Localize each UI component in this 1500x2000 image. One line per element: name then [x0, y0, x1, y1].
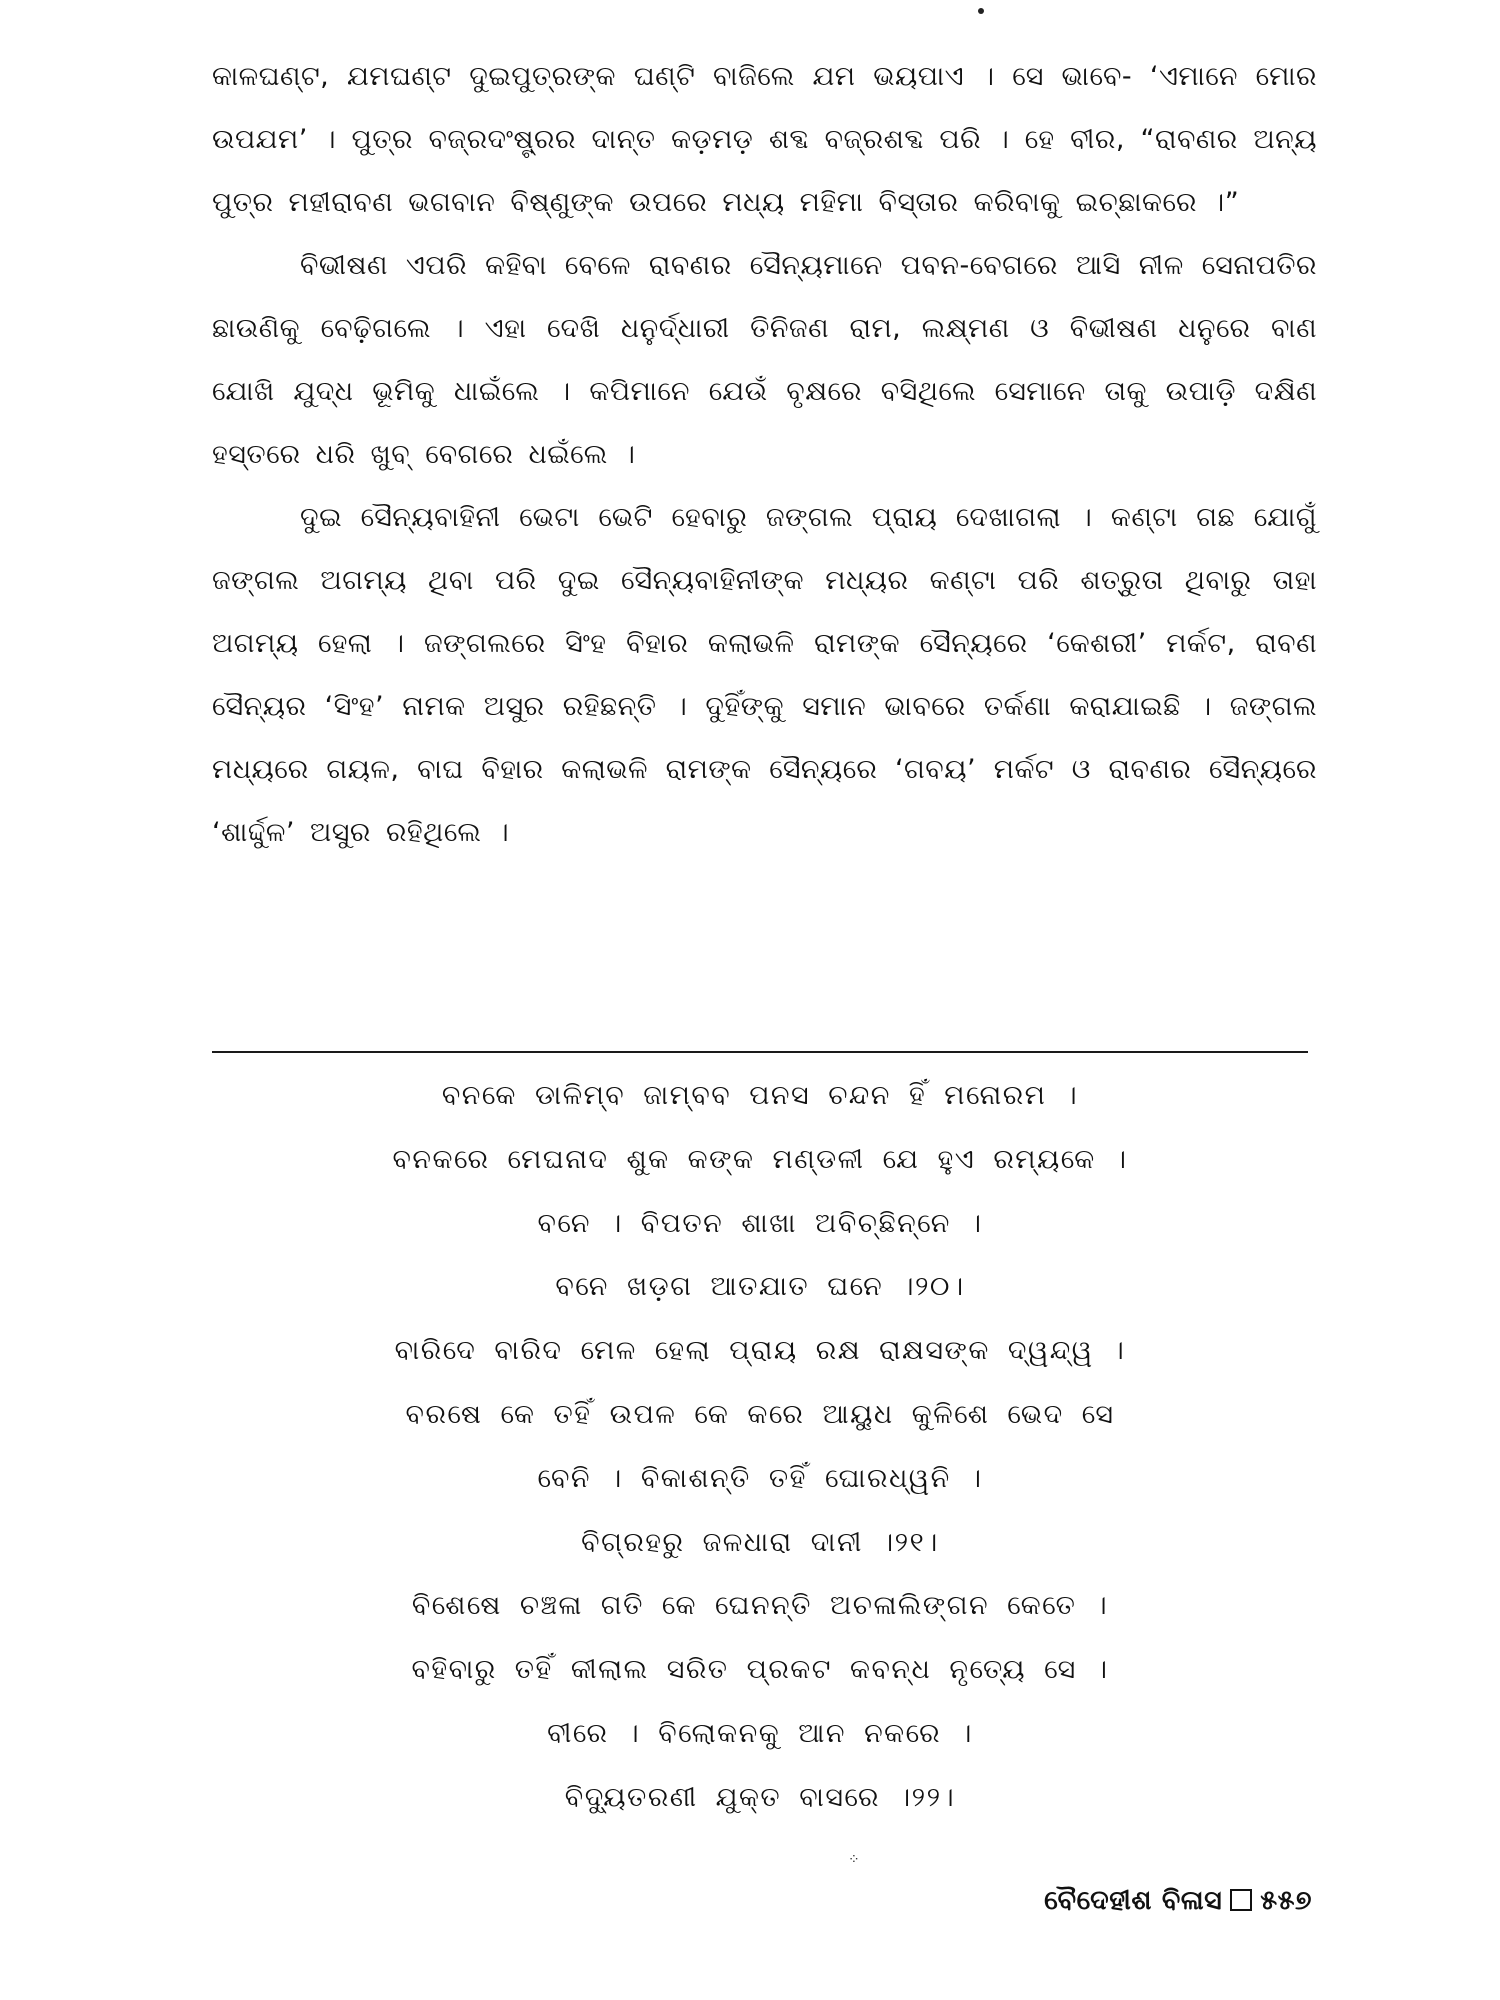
- verse-line: ବିଦ୍ୟୁତରଣୀ ଯୁକ୍ତ ବାସରେ ।୨୨।: [564, 1781, 956, 1813]
- square-box-icon: [1230, 1889, 1252, 1911]
- prose-paragraph-1: କାଳଘଣ୍ଟ, ଯମଘଣ୍ଟ ଦୁଇପୁତ୍ରଙ୍କ ଘଣ୍ଟି ବାଜିଲେ ଯମ ଭୟପାଏ । ସେ ଭାବେ- ‘ଏମାନେ ମୋର ଉପଯମ’ । ପୁତ୍ର ବଜ୍ରଦଂଷ୍ଟ୍ରର ଦାନ୍ତ କଡ଼ମଡ଼ ଶବ୍ଦ ବଜ୍ରଶବ୍ଦ ପରି । ହେ ବୀର, “ରାବଣର ଅନ୍ୟ ପୁତ୍ର ମହୀରାବଣ ଭଗବାନ ବିଷ୍ଣୁଙ୍କ ଉପରେ ମଧ୍ୟ ମହିମା ବିସ୍ତାର କରିବାକୁ ଇଚ୍ଛାକରେ ।”: [212, 61, 1317, 218]
- verse-line: ବନେ । ବିପତନ ଶାଖା ଅବିଚ୍ଛିନ୍ନେ ।: [537, 1207, 983, 1239]
- prose-paragraph-2: ବିଭୀଷଣ ଏପରି କହିବା ବେଳେ ରାବଣର ସୈନ୍ୟମାନେ ପବନ-ବେଗରେ ଆସି ନୀଳ ସେନାପତିର ଛାଉଣିକୁ ବେଢ଼ିଗଲେ । ଏହା ଦେଖି ଧନୁର୍ଦ୍ଧାରୀ ତିନିଜଣ ରାମ, ଲକ୍ଷ୍ମଣ ଓ ବିଭୀଷଣ ଧନୁରେ ବାଣ ଯୋଖି ଯୁଦ୍ଧ ଭୂମିକୁ ଧାଇଁଲେ । କପିମାନେ ଯେଉଁ ବୃକ୍ଷରେ ବସିଥିଲେ ସେମାନେ ତାକୁ ଉପାଡ଼ି ଦକ୍ଷିଣ ହସ୍ତରେ ଧରି ଖୁବ୍ ବେଗରେ ଧଇଁଲେ ।: [212, 250, 1317, 470]
- verse-line: ବିଗ୍ରହରୁ ଜଳଧାରା ଦାନୀ ।୨୧।: [581, 1526, 939, 1558]
- section-divider: [212, 1051, 1308, 1053]
- verse-line: ବନକରେ ମେଘନାଦ ଶୁକ କଙ୍କ ମଣ୍ଡଳୀ ଯେ ହୁଏ ରମ୍ୟକେ ।: [392, 1143, 1128, 1175]
- prose-section: [212, 45, 1317, 864]
- book-title: ବୈଦେହୀଶ ବିଳାସ: [1044, 1885, 1223, 1916]
- verse-line: ବହିବାରୁ ତହିଁ କୀଲାଲ ସରିତ ପ୍ରକଟ କବନ୍ଧ ନୃତ୍ୟେ ସେ ।: [411, 1654, 1109, 1686]
- ink-speck: [978, 8, 984, 14]
- page-footer: [1044, 1885, 1312, 1917]
- verse-line: ବନେ ଖଡ଼ଗ ଆତଯାତ ଘନେ ।୨୦।: [555, 1271, 965, 1303]
- prose-paragraph-3: ଦୁଇ ସୈନ୍ୟବାହିନୀ ଭେଟା ଭେଟି ହେବାରୁ ଜଙ୍ଗଲ ପ୍ରାୟ ଦେଖାଗଲା । କଣ୍ଟା ଗଛ ଯୋଗୁଁ ଜଙ୍ଗଲ ଅଗମ୍ୟ ଥିବା ପରି ଦୁଇ ସୈନ୍ୟବାହିନୀଙ୍କ ମଧ୍ୟର କଣ୍ଟା ପରି ଶତ୍ରୁତା ଥିବାରୁ ତାହା ଅଗମ୍ୟ ହେଲା । ଜଙ୍ଗଲରେ ସିଂହ ବିହାର କଲାଭଳି ରାମଙ୍କ ସୈନ୍ୟରେ ‘କେଶରୀ’ ମର୍କଟ, ରାବଣ ସୈନ୍ୟର ‘ସିଂହ’ ନାମକ ଅସୁର ରହିଛନ୍ତି । ଦୁହିଁଙ୍କୁ ସମାନ ଭାବରେ ତର୍କଣା କରାଯାଇଛି । ଜଙ୍ଗଲ ମଧ୍ୟରେ ଗୟଳ, ବାଘ ବିହାର କଲାଭଳି ରାମଙ୍କ ସୈନ୍ୟରେ ‘ଗବୟ’ ମର୍କଟ ଓ ରାବଣର ସୈନ୍ୟରେ ‘ଶାର୍ଦ୍ଦୁଳ’ ଅସୁର ରହିଥିଲେ ।: [212, 502, 1317, 848]
- verse-block: [212, 1064, 1308, 1830]
- verse-line: ବେନି । ବିକାଶନ୍ତି ତହିଁ ଘୋରଧ୍ୱନି ।: [537, 1462, 983, 1494]
- verse-line: ବନକେ ଡାଳିମ୍ବ ଜାମ୍ବବ ପନସ ଚନ୍ଦନ ହିଁ ମନୋରମ ।: [441, 1080, 1079, 1111]
- verse-line: ବୀରେ । ବିଲୋକନକୁ ଆନ ନକରେ ।: [547, 1717, 973, 1749]
- verse-line: ବାରିଦେ ବାରିଦ ମେଳ ହେଲା ପ୍ରାୟ ରକ୍ଷ ରାକ୍ଷସଙ୍କ ଦ୍ୱନ୍ଦ୍ୱ ।: [394, 1335, 1126, 1367]
- ink-dots: ⁘: [848, 1852, 860, 1868]
- page-number: ୫୫୭: [1260, 1885, 1312, 1916]
- verse-line: ବିଶେଷେ ଚଞ୍ଚଳା ଗତି କେ ଘେନନ୍ତି ଅଚଳାଲିଙ୍ଗନ କେତେ ।: [411, 1590, 1109, 1622]
- verse-line: ବରଷେ କେ ତହିଁ ଉପଳ କେ କରେ ଆୟୁଧ କୁଳିଶେ ଭେଦ ସେ: [405, 1398, 1115, 1430]
